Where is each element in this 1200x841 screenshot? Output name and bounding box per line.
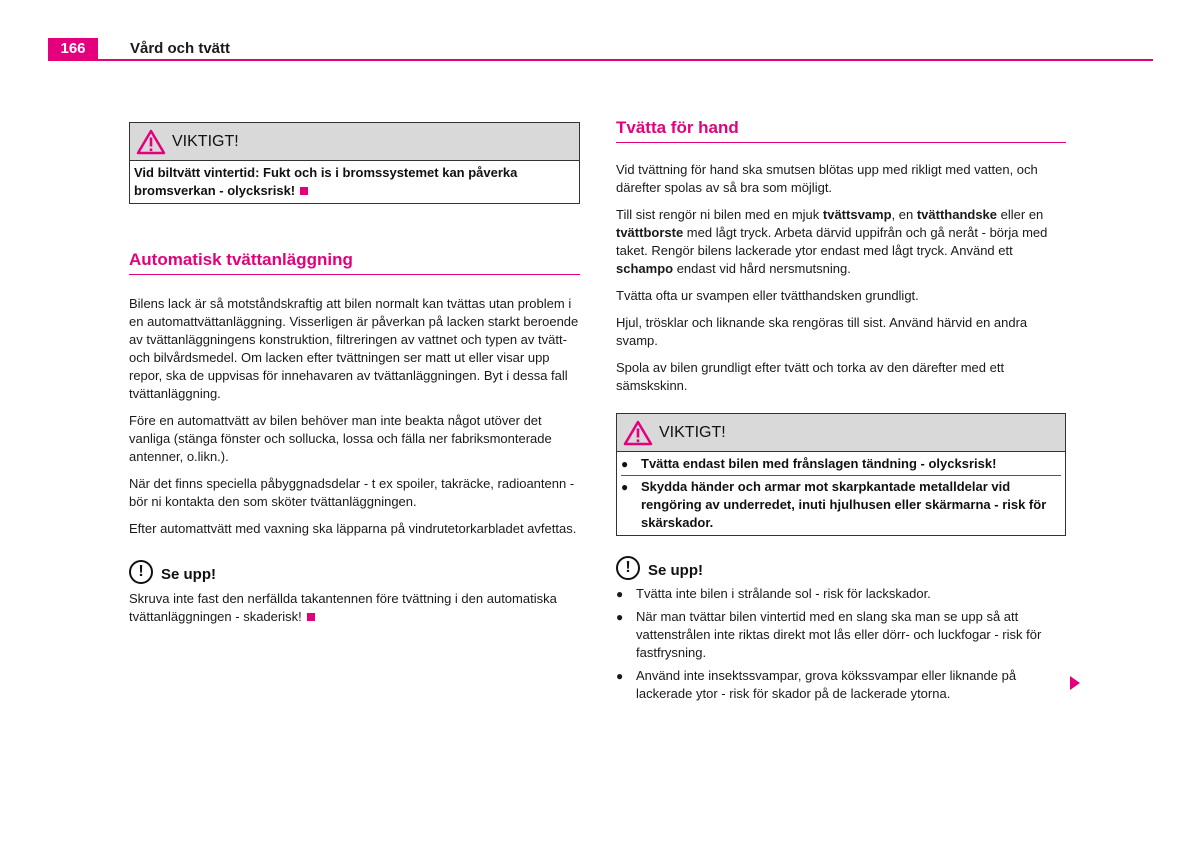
warning-title: VIKTIGT! [659, 423, 726, 441]
caution-list [616, 585, 1066, 703]
warning-item [621, 455, 1061, 473]
warning-title: VIKTIGT! [172, 132, 239, 150]
left-column [129, 122, 580, 626]
caution-title: Se upp! [648, 562, 703, 579]
term-sponge: tvättsvamp [822, 207, 892, 222]
caution-note [616, 556, 1066, 703]
exclamation-circle-icon: ! [129, 560, 153, 584]
bullet: ● [616, 669, 624, 683]
term-shampoo: schampo [616, 261, 674, 276]
text-run: endast vid hård nersmutsning. [673, 261, 851, 276]
warning-item [621, 475, 1061, 532]
text-run: eller en [997, 207, 1044, 222]
hand-wash-text [616, 161, 1066, 395]
page-number: 166 [48, 38, 98, 60]
end-marker [300, 187, 308, 195]
bullet: ● [616, 610, 624, 624]
caution-title-row [129, 560, 580, 584]
list-item-text: När man tvättar bilen vintertid med en slang ska man se upp så att vattenstrålen inte riktas direkt mot lås eller dörr- och luckfogar - risk för fastfrysning. [636, 609, 1042, 660]
paragraph: När det finns speciella påbyggnadsdelar - t ex spoiler, takräcke, radioantenn - bör ni kontakta den som sköter tvättanläggningen. [129, 476, 575, 509]
term-brush: tvättborste [616, 225, 684, 240]
warning-header [130, 123, 579, 161]
list-item [616, 667, 1066, 703]
section-title-automatic-wash: Automatisk tvättanläggning [129, 250, 580, 275]
term-glove: tvätthandske [916, 207, 998, 222]
paragraph: Hjul, trösklar och liknande ska rengöras till sist. Använd härvid en andra svamp. [616, 315, 1028, 348]
text-run: med lågt tryck. Arbeta därvid uppifrån och gå neråt - börja med taket. Rengör bilens lackerade ytor endast med lågt tryck. Använd ett [616, 225, 1048, 258]
warning-item-text: Skydda händer och armar mot skarpkantade metalldelar vid rengöring av underredet, inuti hjulhusen eller skärmarna - risk för skärskador. [641, 479, 1047, 530]
warning-triangle-icon [623, 420, 653, 446]
paragraph: Före en automattvätt av bilen behöver man inte beakta något utöver det vanliga (stänga fönster och sollucka, lossa och fälla ner fabriksmonterade antenner, o.likn.). [129, 413, 552, 464]
warning-box [129, 122, 580, 204]
warning-body [130, 161, 579, 203]
automatic-wash-text [129, 295, 580, 538]
continue-arrow-icon [1070, 676, 1080, 690]
warning-text: Vid biltvätt vintertid: Fukt och is i bromssystemet kan påverka bromsverkan - olycksrisk! [134, 165, 518, 198]
caution-text-row [129, 590, 580, 626]
warning-triangle-icon [136, 129, 166, 155]
end-marker [307, 613, 315, 621]
warning-header [617, 414, 1065, 452]
section-title-hand-wash: Tvätta för hand [616, 118, 1066, 143]
header-rule [48, 59, 1153, 61]
caution-text: Skruva inte fast den nerfällda takantennen före tvättning i den automatiska tvättanläggningen - skaderisk! [129, 591, 557, 624]
list-item [616, 585, 1066, 603]
paragraph: Efter automattvätt med vaxning ska läpparna på vindrutetorkarbladet avfettas. [129, 521, 577, 536]
chapter-title: Vård och tvätt [130, 40, 231, 57]
list-item-text: Tvätta inte bilen i strålande sol - risk för lackskador. [636, 586, 931, 601]
right-column [616, 118, 1066, 703]
paragraph: Vid tvättning för hand ska smutsen blötas upp med rikligt med vatten, och därefter spolas av så bra som möjligt. [616, 162, 1038, 195]
paragraph: Tvätta ofta ur svampen eller tvätthandsken grundligt. [616, 288, 919, 303]
caution-title: Se upp! [161, 566, 216, 583]
paragraph: Spola av bilen grundligt efter tvätt och torka av den därefter med ett sämskskinn. [616, 360, 1005, 393]
warning-body [617, 452, 1065, 535]
bullet: ● [621, 480, 629, 494]
paragraph: Bilens lack är så motståndskraftig att bilen normalt kan tvättas utan problem i en automattvättanläggning. Visserligen är påverkan på lacken starkt beroende av tvättanläggningens konstruktion, filtreringen av vattnet och typen av tvätt- och bilvårdsmedel. Om lacken efter tvättningen ser matt ut eller visar upp repor, ska de uppvisas för innehavaren av tvättanläggningen. Byt i dessa fall tvättanläggning. [129, 296, 579, 401]
warning-item-text: Tvätta endast bilen med frånslagen tändning - olycksrisk! [641, 456, 997, 471]
text-run: Till sist rengör ni bilen med en mjuk [616, 207, 823, 222]
paragraph-with-bold-terms [616, 206, 1066, 278]
bullet: ● [621, 457, 629, 471]
bullet: ● [616, 587, 624, 601]
warning-box [616, 413, 1066, 536]
list-item-text: Använd inte insektssvampar, grova kökssvampar eller liknande på lackerade ytor - risk för skador på de lackerade ytorna. [636, 668, 1017, 701]
exclamation-circle-icon: ! [616, 556, 640, 580]
caution-title-row [616, 556, 1066, 580]
list-item [616, 608, 1066, 662]
caution-note [129, 560, 580, 626]
text-run: , en [891, 207, 917, 222]
